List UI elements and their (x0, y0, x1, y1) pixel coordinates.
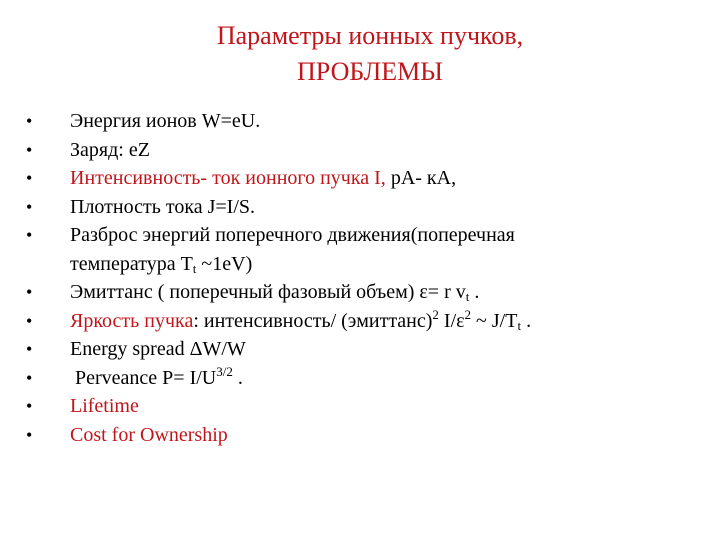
list-item-perveance (26, 364, 706, 393)
title-line-1: Параметры ионных пучков, (216, 21, 524, 50)
list-item-emittance (26, 278, 706, 307)
item-text-line-1: Разброс энергий поперечного движения(поперечная (70, 224, 515, 246)
bullet-icon: • (26, 225, 33, 245)
superscript: 3/2 (216, 363, 233, 379)
item-text: Эмиттанс ( поперечный фазовый объем) ε= r v (70, 281, 466, 303)
item-text: Заряд: eZ (70, 138, 150, 161)
bullet-icon: • (26, 424, 33, 445)
superscript: 2 (464, 306, 472, 322)
bullet-icon: • (26, 310, 33, 331)
list-item-charge (26, 136, 706, 165)
item-text: ~1eV) (196, 252, 253, 275)
item-text: Energy spread ΔW/W (70, 338, 246, 360)
list-item-cost (26, 421, 706, 450)
superscript: 2 (432, 306, 439, 322)
list-item-energy-spread-transverse (26, 221, 706, 278)
item-text: температура T (70, 252, 193, 275)
bullet-icon: • (26, 396, 33, 416)
item-text-highlight: Lifetime (70, 395, 139, 417)
list-item-energy-spread (26, 335, 706, 364)
item-text: : интенсивность/ (эмиттанс) (193, 309, 433, 332)
item-text-highlight: Интенсивность- ток ионного пучка I, (70, 167, 386, 189)
bullet-icon: • (26, 139, 33, 160)
item-text-line-2 (70, 250, 706, 279)
subscript: t (192, 260, 197, 276)
subscript: t (465, 289, 470, 304)
bullet-icon: • (26, 339, 33, 359)
bullet-icon: • (26, 367, 33, 388)
parameter-list (26, 107, 706, 449)
item-text: . (469, 281, 480, 303)
bullet-icon: • (26, 196, 33, 217)
list-item-density (26, 193, 706, 222)
title-line-2: ПРОБЛЕМЫ (297, 57, 443, 86)
item-text: ~ J/T (471, 309, 518, 332)
bullet-icon: • (26, 111, 33, 131)
item-text: I/ε (438, 309, 465, 332)
item-text-highlight: Cost for Ownership (70, 423, 228, 446)
slide-title (0, 18, 720, 90)
bullet-icon: • (26, 168, 33, 188)
item-text: Perveance P= I/U (70, 366, 217, 389)
list-item-brightness (26, 307, 706, 336)
list-item-lifetime (26, 392, 706, 421)
list-item-intensity (26, 164, 706, 193)
item-text: Плотность тока J=I/S. (70, 195, 256, 218)
list-item-energy (26, 107, 706, 136)
item-text: . (521, 309, 532, 332)
item-text: . (232, 366, 243, 389)
item-text: Энергия ионов W=eU. (70, 110, 261, 132)
bullet-icon: • (26, 282, 33, 302)
item-text: pA- кA, (385, 167, 457, 189)
subscript: t (517, 317, 522, 333)
item-text-highlight: Яркость пучка (70, 309, 194, 332)
